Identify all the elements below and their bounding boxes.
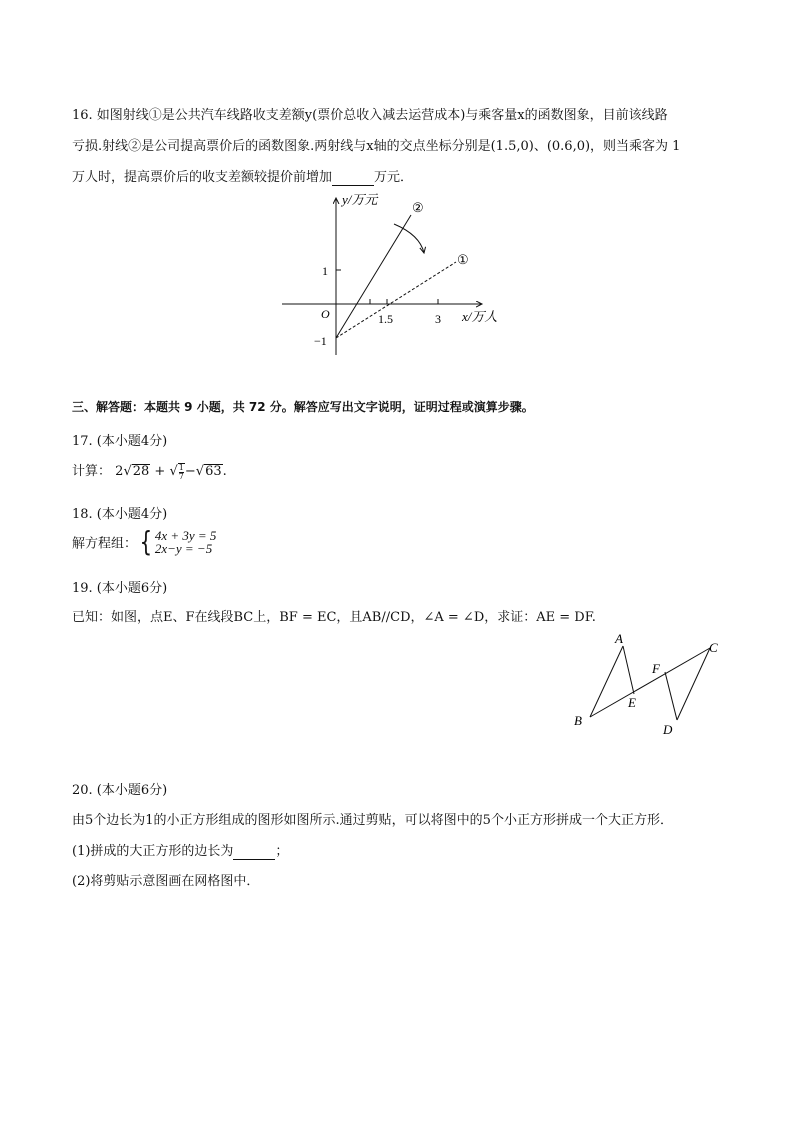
q16-line3-prefix: 万人时，提高票价后的收支差额较提价前增加 (72, 170, 333, 185)
tick-x15-label: 1.5 (378, 312, 393, 326)
equation-system (137, 525, 217, 558)
radical-sign: √ (169, 464, 178, 479)
x-axis-label: x/万人 (462, 309, 498, 324)
radical-sign: √ (123, 464, 132, 479)
point-C-label: C (709, 640, 718, 655)
q16-line2: 亏损.射线②是公司提高票价后的函数图象.两射线与x轴的交点坐标分别是(1.5,0)、(0.6,0)，则当乘客为 1 (72, 139, 681, 154)
q17-coef: 2 (115, 464, 124, 479)
q19-text: 已知：如图，点E、F在线段BC上，BF = EC，且AB//CD，∠A = ∠D，求证：AE = DF. (72, 610, 596, 625)
segment-AE (623, 646, 634, 694)
segment-DF (665, 672, 677, 720)
segment-CD (677, 648, 710, 720)
q17-plus: + (154, 464, 166, 479)
point-A-label: A (615, 631, 623, 646)
q16-line3-suffix: 万元． (374, 170, 414, 185)
point-B-label: B (574, 713, 582, 728)
q19-geometry-figure (570, 628, 730, 743)
q20-part1-suffix: ； (275, 844, 289, 859)
section-3-heading: 三、解答题：本题共 9 小题，共 72 分。解答应写出文字说明，证明过程或演算步骤。 (72, 400, 534, 414)
q17-prefix: 计算： (72, 464, 112, 479)
point-E-label: E (628, 695, 636, 710)
tick-x3-label: 3 (435, 312, 441, 326)
q20-text: 由5个边长为1的小正方形组成的图形如图所示.通过剪贴，可以将图中的5个小正方形拼成一个大正方形． (72, 813, 673, 828)
rotation-arc-arrow (394, 224, 424, 253)
ray-1-label: ① (457, 252, 469, 267)
q20-part1 (72, 840, 288, 860)
left-brace-icon: { (139, 525, 153, 558)
q16-line3 (72, 166, 413, 186)
ray-2-label: ② (412, 200, 424, 215)
q17-fraction (178, 463, 185, 481)
origin-label: O (321, 307, 330, 321)
q17-frac-den: 7 (178, 471, 184, 481)
ray-2 (336, 215, 411, 338)
q20-answer-blank (233, 844, 275, 860)
q16-line1: 16. 如图射线①是公共汽车线路收支差额y(票价总收入减去运营成本)与乘客量x的函数图象，目前该线路 (72, 108, 668, 123)
q16-function-graph (270, 190, 530, 360)
point-D-label: D (663, 722, 673, 737)
point-F-label: F (652, 661, 660, 676)
q17-end: . (222, 464, 227, 479)
radical-sign: √ (195, 464, 205, 479)
tick-yneg1-label: −1 (314, 334, 327, 348)
q18-system (72, 525, 217, 558)
q17-radicand-1: 28 (132, 464, 150, 479)
q18-eq2: 2x−y = −5 (154, 541, 213, 556)
q17-expression (72, 460, 227, 481)
q18-title: 18. (本小题4分) (72, 507, 168, 522)
q19-title: 19. (本小题6分) (72, 581, 168, 596)
q20-title: 20. (本小题6分) (72, 783, 168, 798)
q18-prefix: 解方程组： (72, 536, 138, 552)
segment-AB (590, 646, 623, 717)
q18-eq1: 4x + 3y = 5 (154, 528, 217, 543)
q16-answer-blank (332, 170, 374, 186)
q17-title: 17. (本小题4分) (72, 434, 168, 449)
q20-part2: (2)将剪贴示意图画在网格图中． (72, 874, 260, 889)
q20-part1-prefix: (1)拼成的大正方形的边长为 (72, 844, 234, 859)
q17-frac-num: 1 (178, 462, 184, 472)
y-axis-label: y/万元 (342, 192, 378, 207)
segment-BC (590, 648, 710, 717)
tick-y1-label: 1 (322, 264, 328, 278)
q17-radicand-2: 63 (205, 464, 222, 479)
q17-minus: − (184, 464, 196, 479)
